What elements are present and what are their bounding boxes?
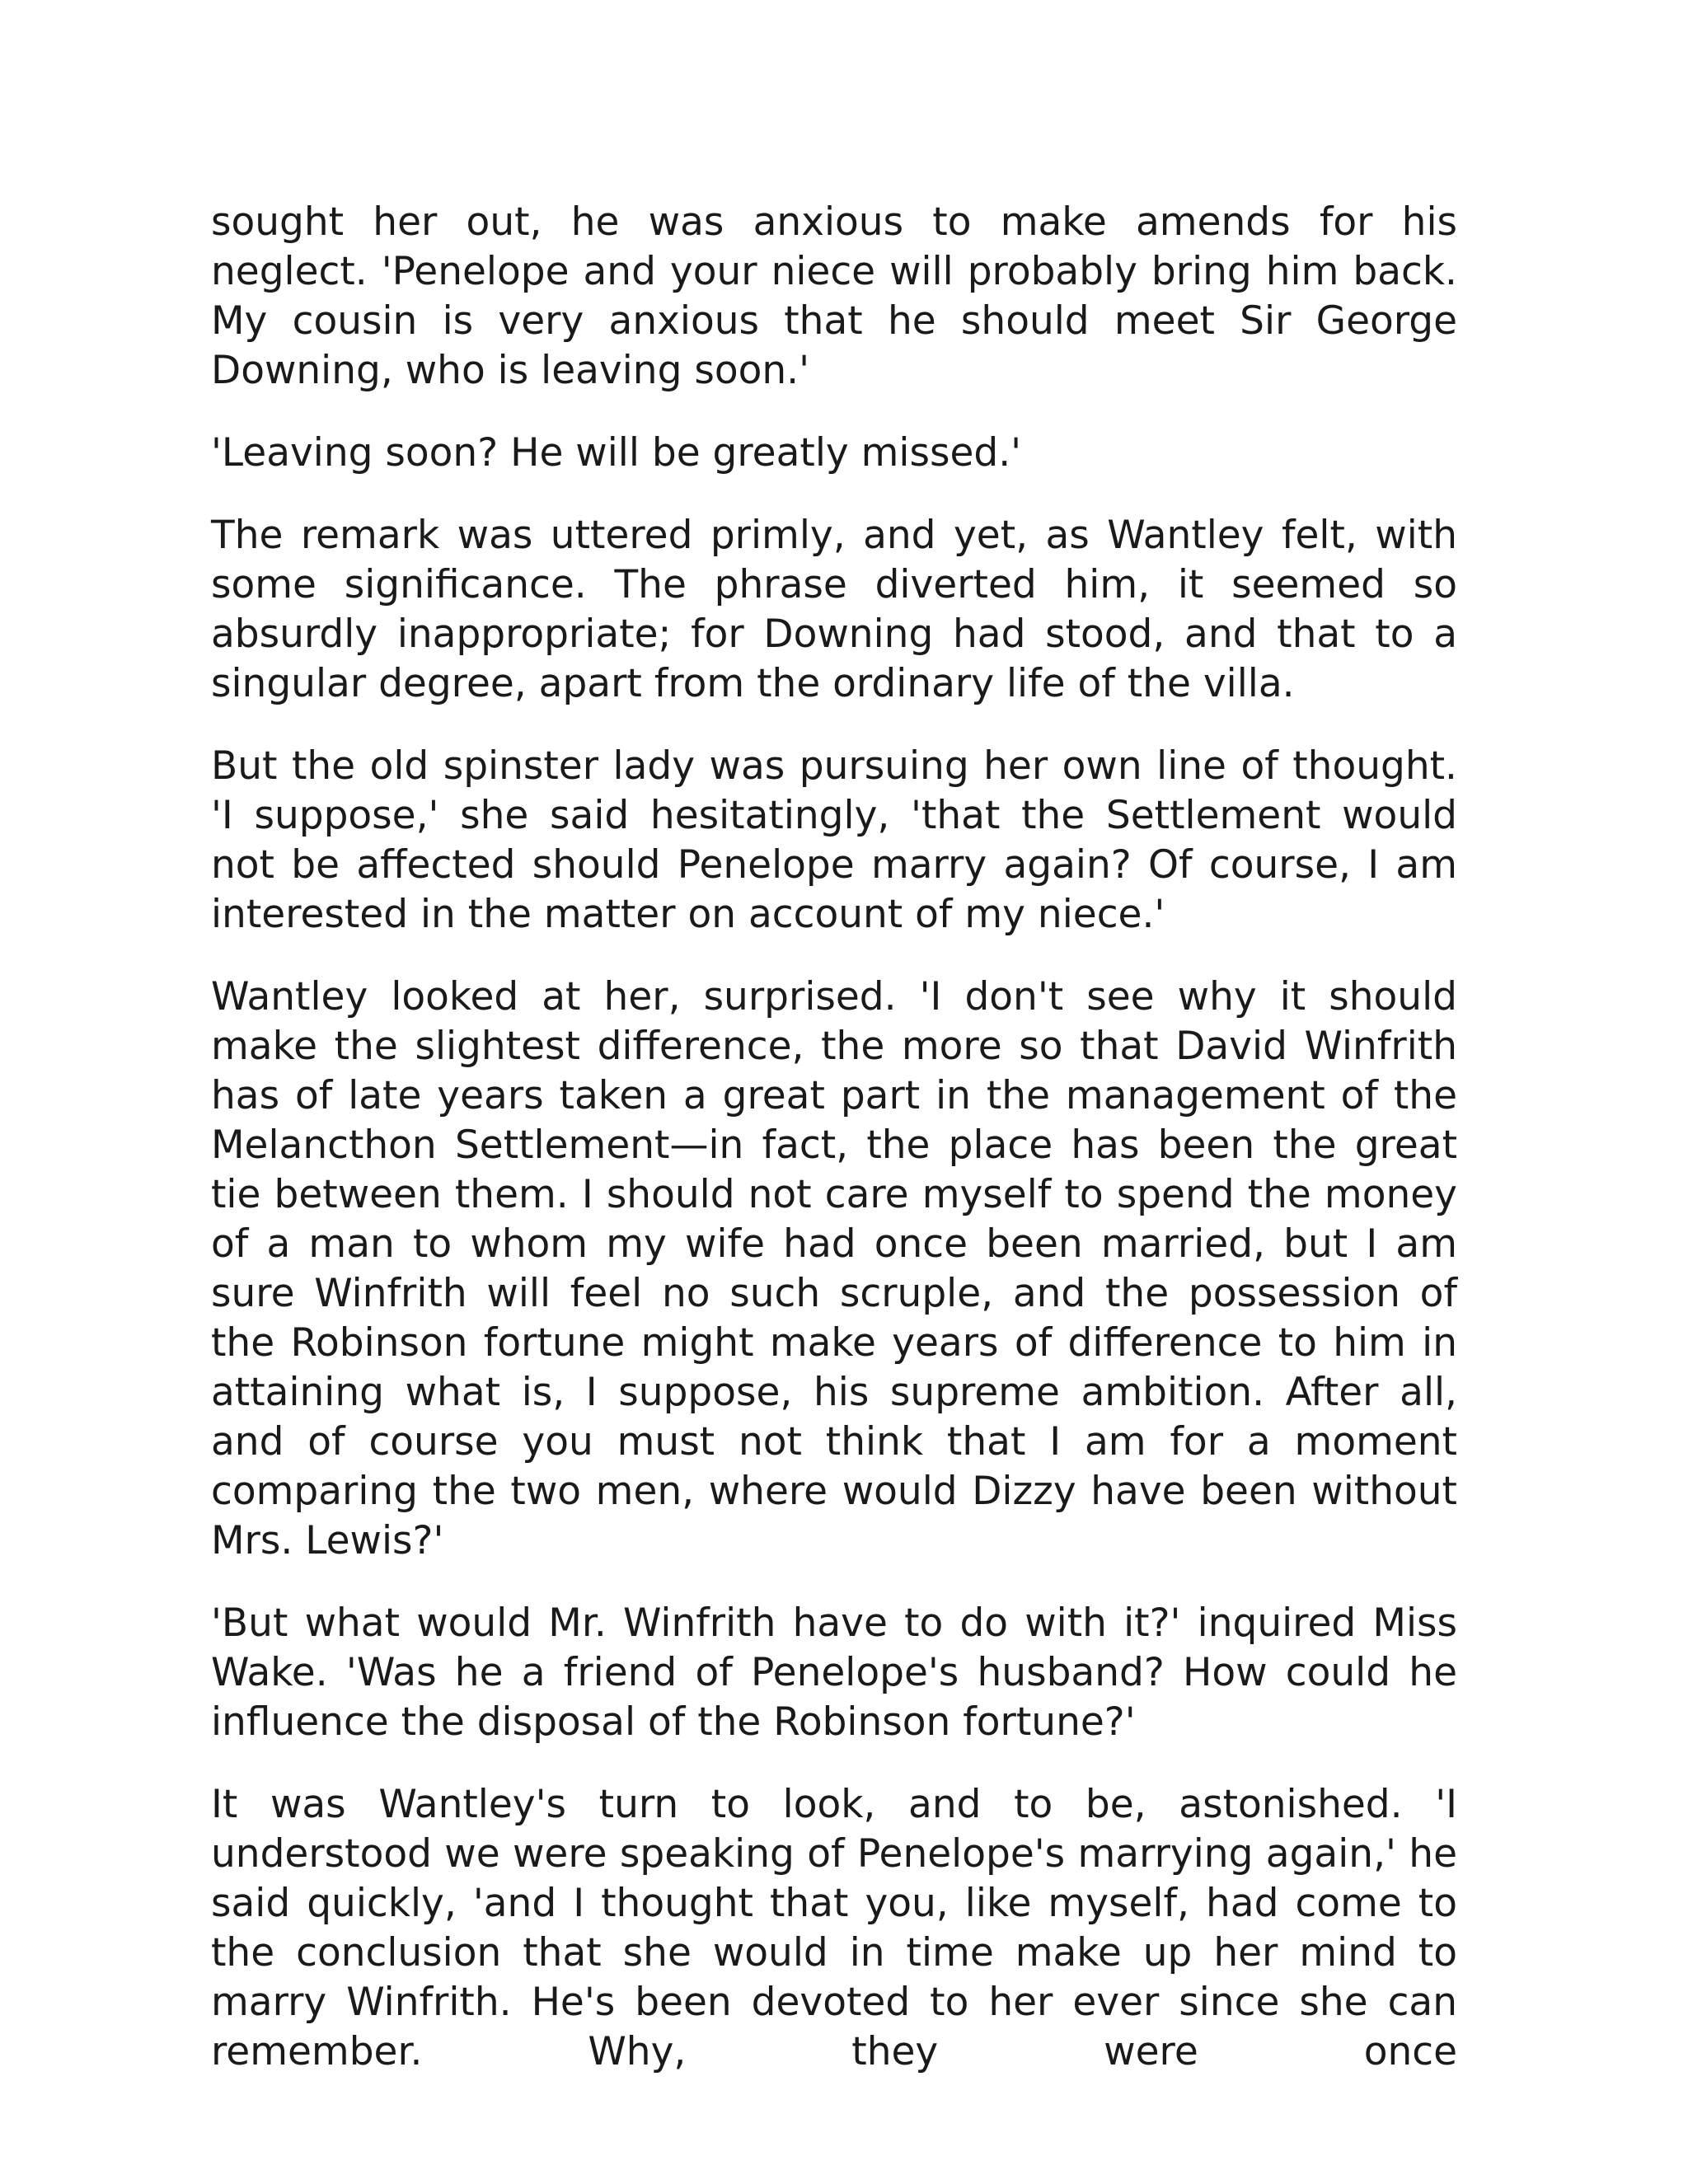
paragraph-4: But the old spinster lady was pursuing her own line of thought. 'I suppose,' she said hesitatingly, 'that the Settlement would not be affected should Penelope marry again? Of course, I am interested in the matter on account of my niece.' <box>211 743 1457 937</box>
body-text <box>211 198 1457 2077</box>
paragraph-3: The remark was uttered primly, and yet, as Wantley felt, with some significance. The phrase diverted him, it seemed so absurdly inappropriate; for Downing had stood, and that to a singular degree, apart from the ordinary life of the villa. <box>211 513 1457 706</box>
paragraph-2: 'Leaving soon? He will be greatly missed.' <box>211 430 1022 476</box>
paragraph-6: 'But what would Mr. Winfrith have to do with it?' inquired Miss Wake. 'Was he a friend of Penelope's husband? How could he influence the disposal of the Robinson fortune?' <box>211 1601 1457 1745</box>
paragraph-7: It was Wantley's turn to look, and to be, astonished. 'I understood we were speaking of Penelope's marrying again,' he said quickly, 'and I thought that you, like myself, had come to the conclusion that she would in time make up her mind to marry Winfrith. He's been devoted to her ever since she can remember. Why, they were once <box>211 1782 1457 2074</box>
paragraph-5: Wantley looked at her, surprised. 'I don't see why it should make the slightest difference, the more so that David Winfrith has of late years taken a great part in the management of the Melancthon Settlement—in fact, the place has been the great tie between them. I should not care myself to spend the money of a man to whom my wife had once been married, but I am sure Winfrith will feel no such scruple, and the possession of the Robinson fortune might make years of difference to him in attaining what is, I suppose, his supreme ambition. After all, and of course you must not think that I am for a moment comparing the two men, where would Dizzy have been without Mrs. Lewis?' <box>211 974 1457 1563</box>
paragraph-1: sought her out, he was anxious to make amends for his neglect. 'Penelope and your niece will probably bring him back. My cousin is very anxious that he should meet Sir George Downing, who is leaving soon.' <box>211 199 1457 393</box>
